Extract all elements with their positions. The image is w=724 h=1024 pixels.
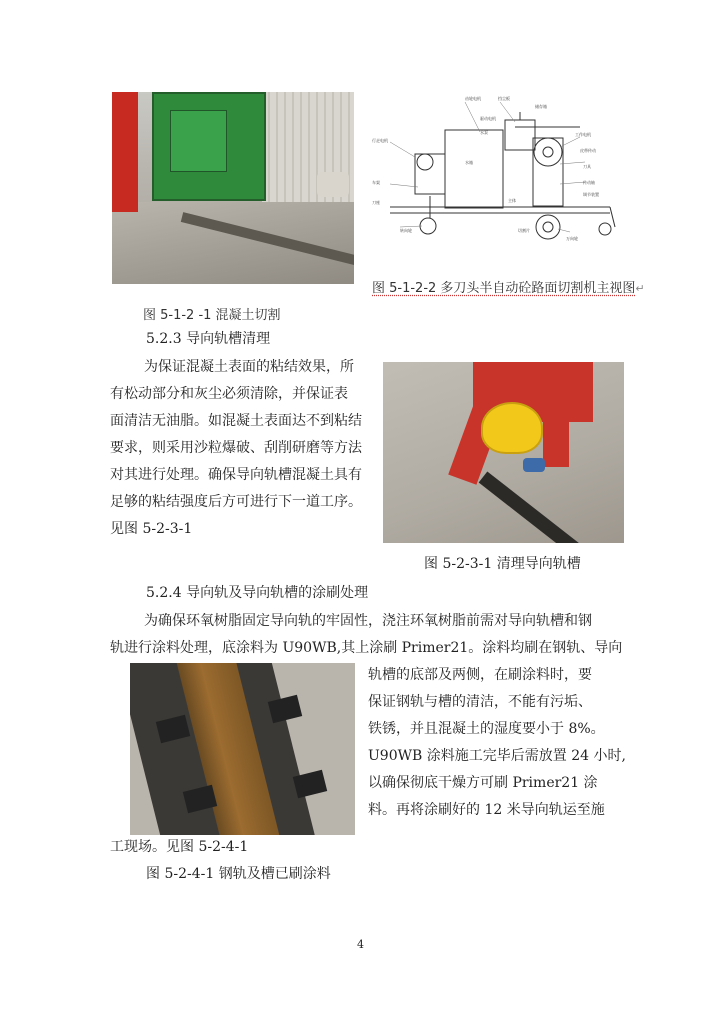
paragraph-5-2-4: 为确保环氧树脂固定导向轨的牢固性，浇注环氧树脂前需对导向轨槽和钢 轨进行涂料处理，底涂料为 U90WB,其上涂刷 Primer21。涂料均刷在钢轨、导向: [110, 613, 623, 656]
diagram-label: 储存箱: [535, 104, 547, 109]
fig-5-2-3-1-caption: 图 5-2-3-1 清理导向轨槽: [424, 556, 581, 572]
diagram-label: 刀具: [583, 164, 591, 169]
fig-5-1-2-1-caption: 图 5-1-2 -1 混凝土切割: [143, 308, 281, 323]
concrete-cutting-photo: [112, 92, 354, 284]
diagram-label: 切割片: [518, 228, 530, 233]
diagram-label: 水箱: [465, 160, 473, 165]
worker-cleaning-groove-photo: [383, 362, 624, 543]
diagram-label: 传动轴: [583, 180, 595, 185]
diagram-label: 水泵: [480, 130, 488, 135]
diagram-label: 转向轮: [400, 228, 412, 233]
diagram-label: 刀座: [372, 200, 380, 205]
diagram-label: 驱动电机: [480, 116, 496, 121]
page-number: 4: [357, 938, 364, 951]
diagram-label: 调节装置: [583, 192, 599, 197]
paragraph-5-2-4-wrap: 轨槽的底部及两侧，在刷涂料时，要 保证钢轨与槽的清洁，不能有污垢、 铁锈，并且混凝土的湿度要小于 8%。 U90WB 涂料施工完毕后需放置 24 小时, 以确保彻底干燥方可刷 Primer21 涂 料。再将涂刷好的 12 米导向轨运至施: [368, 667, 626, 818]
paragraph-5-2-4-end: 工现场。见图 5-2-4-1: [110, 839, 249, 855]
diagram-label: 主体: [508, 198, 516, 203]
paragraph-5-2-3: 为保证混凝土表面的粘结效果，所 有松动部分和灰尘必须清除，并保证表 面清洁无油脂。如混凝土表面达不到粘结 要求，则采用沙粒爆破、刮削研磨等方法 对其进行处理。确保导向轨槽混凝土具有 足够的粘结强度后方可进行下一道工序。 见图 5-2-3-1: [110, 359, 362, 537]
diagram-label: 皮带传动: [580, 148, 596, 153]
fig-5-1-2-2-caption: 图 5-1-2-2 多刀头半自动砼路面切割机主视图↵: [372, 281, 645, 296]
section-heading-5-2-3: 5.2.3 导向轨槽清理: [146, 331, 271, 347]
diagram-label: 行走电机: [372, 138, 388, 143]
diagram-label: 车架: [372, 180, 380, 185]
diagram-label: 挡尘板: [498, 96, 510, 101]
section-heading-5-2-4: 5.2.4 导向轨及导向轨槽的涂刷处理: [146, 585, 369, 601]
diagram-label: 工作电机: [575, 132, 591, 137]
rail-and-groove-coated-photo: [130, 663, 355, 835]
cutting-machine-front-view-diagram: [370, 92, 624, 272]
fig-5-2-4-1-caption: 图 5-2-4-1 钢轨及槽已刷涂料: [146, 866, 331, 882]
diagram-label: 齿轮电机: [465, 96, 481, 101]
diagram-label: 万向轮: [566, 236, 578, 241]
